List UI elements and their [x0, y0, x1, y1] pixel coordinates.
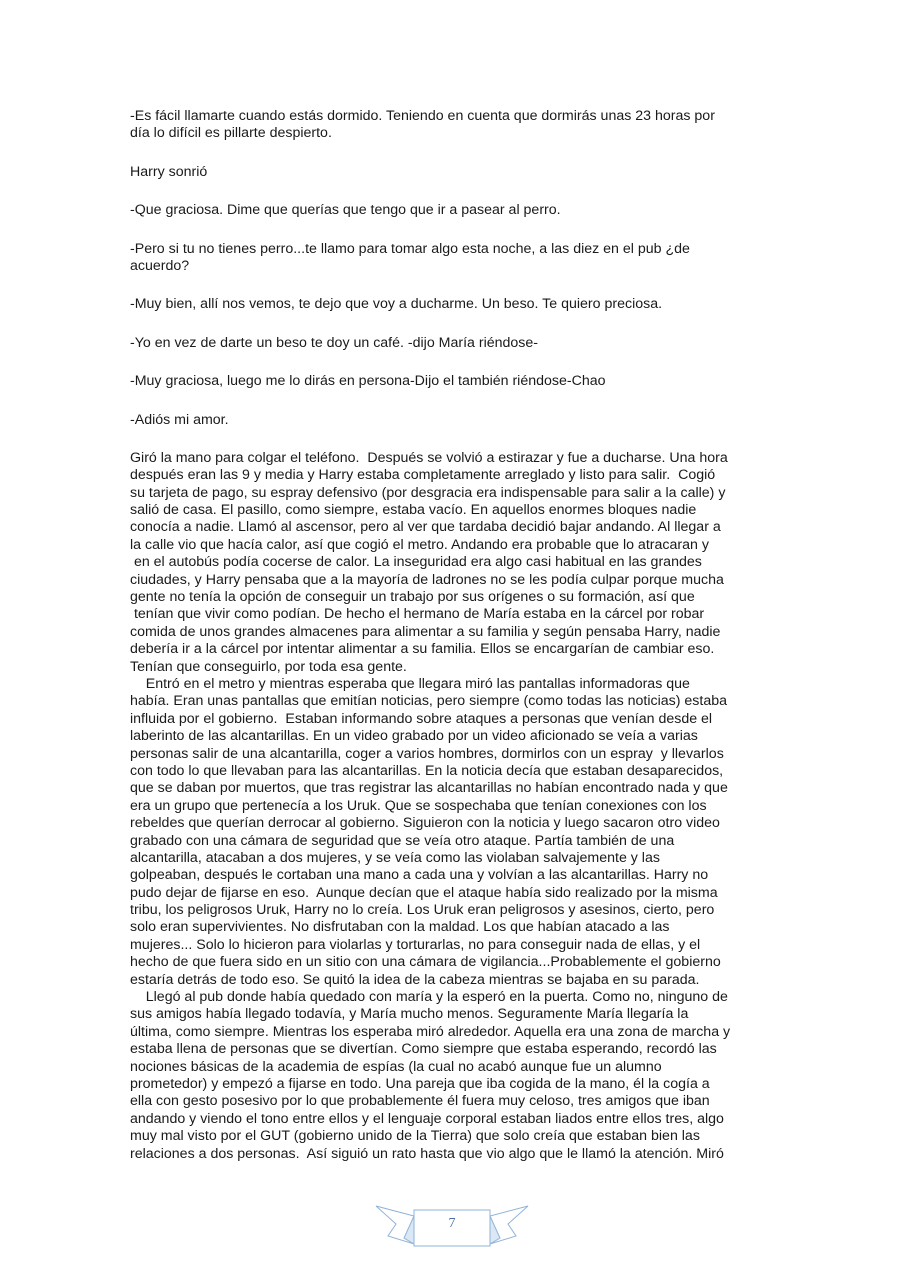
- dialogue-paragraph: [130, 202, 780, 219]
- dialogue-paragraph: [130, 296, 780, 313]
- text-line: que se daban por muertos, que tras registrar las alcantarillas no habían encontrado nada y que: [130, 780, 728, 797]
- text-line: golpeaban, después le cortaban una mano a cada una y volvían a las alcantarillas. Harry no: [130, 867, 709, 884]
- text-line: estaba llena de personas que se divertían. Como siempre que estaba esperando, recordó las: [130, 1041, 717, 1058]
- text-line: Llegó al pub donde había quedado con maría y la esperó en la puerta. Como no, ninguno de: [130, 989, 728, 1006]
- text-line: -Es fácil llamarte cuando estás dormido. Teniendo en cuenta que dormirás unas 23 horas por: [130, 108, 715, 124]
- text-line: ella con gesto posesivo por lo que probablemente él fuera muy celoso, tres amigos que iban: [130, 1093, 710, 1110]
- text-line: había. Eran unas pantallas que emitían noticias, pero siempre (como todas las noticias) estaba: [130, 693, 727, 710]
- dialogue-paragraph: [130, 412, 780, 429]
- text-line: tenían que vivir como podían. De hecho el hermano de María estaba en la cárcel por robar: [130, 606, 705, 623]
- text-line: -Muy bien, allí nos vemos, te dejo que voy a ducharme. Un beso. Te quiero preciosa.: [130, 296, 663, 313]
- text-line: acuerdo?: [130, 257, 190, 274]
- text-line: -Adiós mi amor.: [130, 411, 229, 428]
- text-line: Tenían que conseguirlo, por toda esa gente.: [130, 658, 407, 675]
- text-line: relaciones a dos personas. Así siguió un rato hasta que vio algo que le llamó la atención. Miró: [130, 1145, 724, 1162]
- text-line: grabado con una cámara de seguridad que se veía otro ataque. Partía también de una: [130, 832, 675, 849]
- dialogue-paragraph: [130, 241, 780, 276]
- dialogue-paragraph: [130, 108, 780, 143]
- text-line: era un grupo que pertenecía a los Uruk. Que se sospechaba que tenían conexiones con los: [130, 797, 707, 814]
- text-line: después eran las 9 y media y Harry estaba completamente arreglado y listo para salir. Cogió: [130, 467, 716, 484]
- text-line: mujeres... Solo lo hicieron para violarlas y torturarlas, no para conseguir nada de ellas, y el: [130, 936, 701, 953]
- text-line: Giró la mano para colgar el teléfono. Después se volvió a estirazar y fue a ducharse. Una hora: [130, 449, 728, 466]
- page-number: 7: [448, 1216, 456, 1231]
- text-line: su tarjeta de pago, su espray defensivo (por desgracia era indispensable para salir a la calle) y: [130, 484, 726, 501]
- text-line: la calle vio que hacía calor, así que cogió el metro. Andando era probable que lo atracaran y: [130, 536, 709, 553]
- text-line: hecho de que fuera sido en un sitio con una cámara de vigilancia...Probablemente el gobierno: [130, 954, 721, 971]
- text-line: personas salir de una alcantarilla, coger a varios hombres, dormirlos con un espray y llevarlos: [130, 745, 724, 762]
- text-line: debería ir a la cárcel por intentar alimentar a su familia. Ellos se encargarían de cambiar eso.: [130, 641, 715, 658]
- page-footer-ribbon: [374, 1202, 530, 1252]
- text-line: pudo dejar de fijarse en eso. Aunque decían que el ataque había sido realizado por la misma: [130, 884, 718, 901]
- text-line: tribu, los peligrosos Uruk, Harry no lo creía. Los Uruk eran peligrosos y asesinos, cierto, pero: [130, 902, 715, 919]
- dialogue-paragraph: [130, 164, 780, 181]
- text-line: laberinto de las alcantarillas. En un video grabado por un video aficionado se veía a varias: [130, 728, 698, 745]
- text-line: con todo lo que llevaban para las alcantarillas. En la noticia decía que estaban desaparecidos,: [130, 762, 724, 779]
- text-line: sus amigos había llegado todavía, y María mucho menos. Seguramente María llegaría la: [130, 1006, 689, 1023]
- text-line: gente no tenía la opción de conseguir un trabajo por sus orígenes o su formación, así que: [130, 589, 695, 606]
- dialogue-paragraph: [130, 335, 780, 352]
- text-line: nociones básicas de la academia de espías (la cual no acabó aunque fue un alumno: [130, 1058, 662, 1075]
- text-line: andando y viendo el tono entre ellos y el lenguaje corporal estaban liados entre ellos tres, algo: [130, 1110, 724, 1127]
- text-line: conocía a nadie. Llamó al ascensor, pero al ver que tardaba decidió bajar andando. Al llegar a: [130, 519, 721, 536]
- text-line: solo eran supervivientes. No disfrutaban con la maldad. Los que habían atacado a las: [130, 919, 670, 936]
- text-line: salió de casa. El pasillo, como siempre, estaba vacío. En aquellos enormes bloques nadie: [130, 502, 697, 519]
- text-line: -Yo en vez de darte un beso te doy un café. -dijo María riéndose-: [130, 334, 539, 351]
- text-line: estaría detrás de todo eso. Se quitó la idea de la cabeza mientras se bajaba en su parada.: [130, 971, 700, 988]
- text-line: Entró en el metro y mientras esperaba que llegara miró las pantallas informadoras que: [130, 675, 690, 692]
- text-line: comida de unos grandes almacenes para alimentar a su familia y según pensaba Harry, nadie: [130, 623, 721, 640]
- text-line: -Muy graciosa, luego me lo dirás en persona-Dijo el también riéndose-Chao: [130, 373, 606, 390]
- text-line: muy mal visto por el GUT (gobierno unido de la Tierra) que solo creía que estaban bien las: [130, 1128, 700, 1145]
- text-line: alcantarilla, atacaban a dos mujeres, y se veía como las violaban salvajemente y las: [130, 849, 660, 866]
- text-line: prometedor) y empezó a fijarse en todo. Una pareja que iba cogida de la mano, él la cogía a: [130, 1075, 710, 1092]
- text-line: Harry sonrió: [130, 163, 208, 180]
- text-line: última, como siempre. Mientras los esperaba miró alrededor. Aquella era una zona de marcha y: [130, 1023, 731, 1040]
- text-line: en el autobús podía cocerse de calor. La inseguridad era algo casi habitual en las grandes: [130, 554, 702, 571]
- text-line: -Que graciosa. Dime que querías que tengo que ir a pasear al perro.: [130, 202, 561, 219]
- text-line: ciudades, y Harry pensaba que a la mayoría de ladrones no se les podía culpar porque mucha: [130, 571, 724, 588]
- text-line: día lo difícil es pillarte despierto.: [130, 125, 332, 142]
- text-line: rebeldes que querían derrocar al gobierno. Siguieron con la noticia y luego sacaron otro video: [130, 815, 720, 832]
- dialogue-paragraph: [130, 373, 780, 390]
- body-text: [130, 108, 780, 1163]
- narrative-paragraphs: [130, 450, 780, 1163]
- text-line: -Pero si tu no tienes perro...te llamo para tomar algo esta noche, a las diez en el pub ¿de: [130, 240, 690, 257]
- text-line: influida por el gobierno. Estaban informando sobre ataques a personas que venían desde el: [130, 710, 713, 727]
